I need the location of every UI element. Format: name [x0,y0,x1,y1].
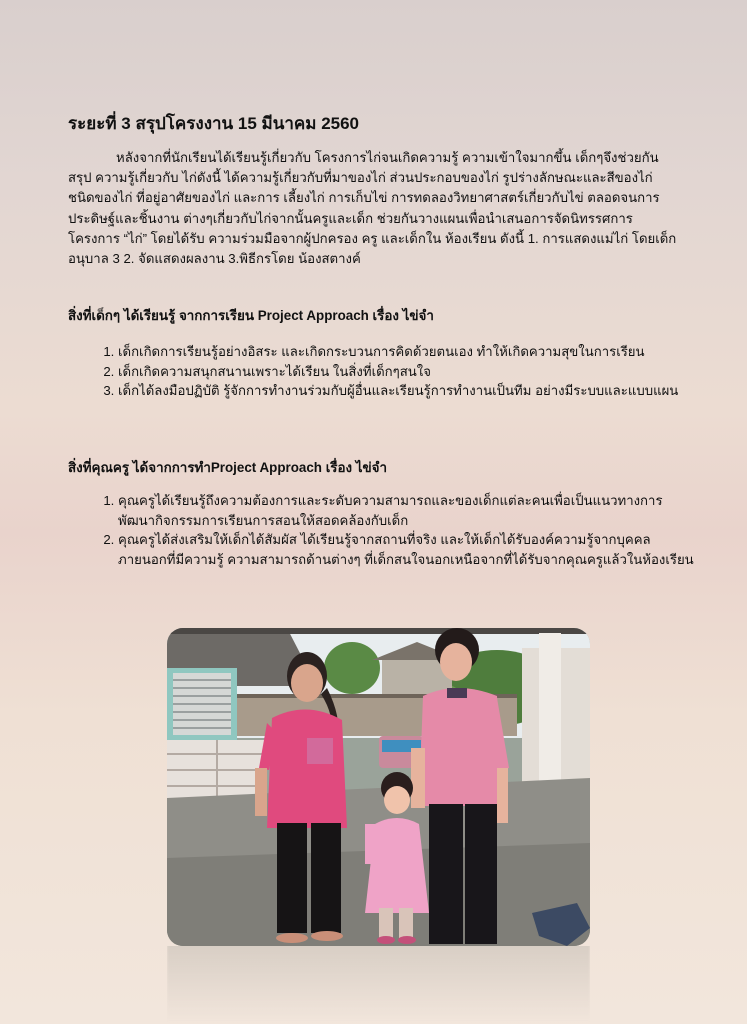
list-item: 3. เด็กได้ลงมือปฏิบัติ รู้จักการทำงานร่วมกับผู้อื่นและเรียนรู้การทำงานเป็นทีม อย่างมีระบบและแบบแผน [118,381,698,401]
list-item: 1. คุณครูได้เรียนรู้ถึงความต้องการและระดับความสามารถและของเด็กแต่ละคนเพื่อเป็นแนวทางการพัฒนากิจกรรมการเรียนการสอนให้สอดคล้องกับเด็ก [118,491,698,530]
page-title: ระยะที่ 3 สรุปโครงงาน 15 มีนาคม 2560 [68,114,360,133]
list-item: 2. เด็กเกิดความสนุกสนานเพราะได้เรียน ในสิ่งที่เด็กๆสนใจ [118,362,698,382]
list-item: 1. เด็กเกิดการเรียนรู้อย่างอิสระ และเกิดกระบวนการคิดด้วยตนเอง ทำให้เกิดความสุขในการเรียน [118,342,698,362]
group-photo [167,628,590,946]
children-learning-list [98,342,698,401]
photo-reflection [167,946,590,1024]
photo-illustration [167,628,590,946]
summary-paragraph: หลังจากที่นักเรียนได้เรียนรู้เกี่ยวกับ โครงการไก่จนเกิดความรู้ ความเข้าใจมากขึ้น เด็กๆจึงช่วยกันสรุป ความรู้เกี่ยวกับ ไก่ดังนี้ ได้ความรู้เกี่ยวกับที่มาของไก่ ส่วนประกอบของไก่ รูปร่างลักษณะและสีของไก่ ชนิดของไก่ ที่อยู่อาศัยของไก่ และการ เลี้ยงไก่ การเก็บไข่ การทดลองวิทยาศาสตร์เกี่ยวกับไข่ ตลอดจนการประดิษฐ์และชิ้นงาน ต่างๆเกี่ยวกับไก่จากนั้นครูและเด็ก ช่วยกันวางแผนเพื่อนำเสนอการจัดนิทรรศการ โครงการ “ไก่” โดยได้รับ ความร่วมมือจากผู้ปกครอง ครู และเด็กใน ห้องเรียน ดังนี้ 1. การแสดงแม่ไก่ โดยเด็กอนุบาล 3 2. จัดแสดงผลงาน 3.พิธีกรโดย น้องสตางค์ [68,150,677,267]
list-item: 2. คุณครูได้ส่งเสริมให้เด็กได้สัมผัส ได้เรียนรู้จากสถานที่จริง และให้เด็กได้รับองค์ความรู้จากบุคคลภายนอกที่มีความรู้ ความสามารถด้านต่างๆ ที่เด็กสนใจนอกเหนือจากที่ได้รับจากคุณครูแล้วในห้องเรียน [118,530,698,569]
teacher-gains-list [98,491,698,569]
section-heading-teacher-gains: สิ่งที่คุณครู ได้จากการทำProject Approach เรื่อง ไข่จำ [68,460,388,475]
section-heading-children-learning: สิ่งที่เด็กๆ ได้เรียนรู้ จากการเรียน Project Approach เรื่อง ไข่จำ [68,308,434,323]
